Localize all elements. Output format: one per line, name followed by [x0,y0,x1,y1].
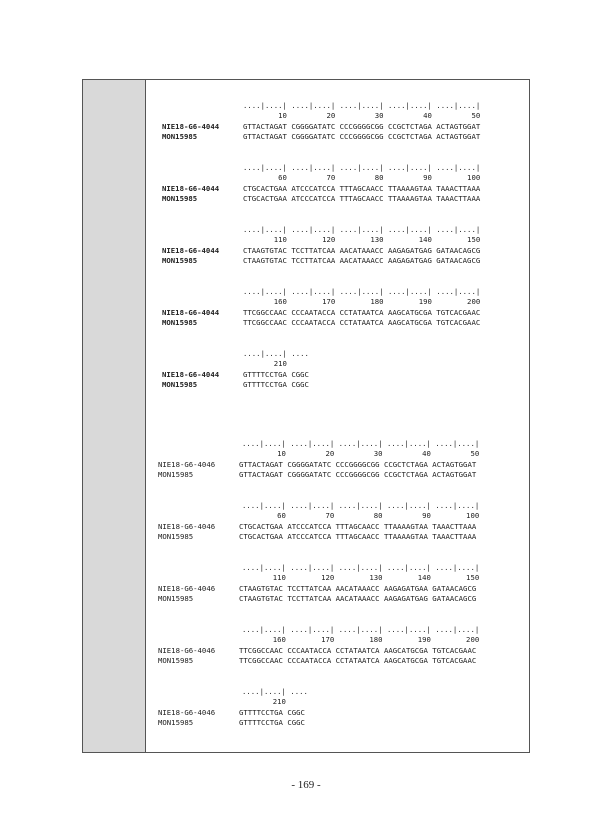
position-ruler: ....|....| .... 210 [242,687,308,706]
query-name: NIE18-G6-4046 [158,708,216,717]
query-row [158,646,476,656]
subject-sequence: GTTTTCCTGA CGGC [239,718,305,727]
alignment-block [146,563,531,607]
subject-sequence: CTGCACTGAA ATCCCATCCA TTTAGCAACC TTAAAAGTAA TAAACTTAAA [239,532,477,541]
query-name: NIE18-G6-4044 [162,308,220,317]
query-sequence: GTTACTAGAT CGGGGATATC CCCGGGGCGG CCGCTCTAGA ACTAGTGGAT [243,122,481,131]
position-ruler: ....|....| ....|....| ....|....| ....|....| ....|....| 110 120 130 140 150 [242,563,480,582]
query-name: NIE18-G6-4046 [158,584,216,593]
alignment-table-frame [82,79,530,753]
query-name: NIE18-G6-4044 [162,122,220,131]
subject-name: MON15985 [162,194,198,203]
query-row [162,246,480,256]
position-ruler: ....|....| ....|....| ....|....| ....|....| ....|....| 10 20 30 40 50 [242,439,480,458]
alignment-block [146,163,531,207]
table-gray-column [83,80,146,752]
subject-sequence: GTTTTCCTGA CGGC [243,380,309,389]
query-sequence: GTTTTCCTGA CGGC [239,708,305,717]
query-name: NIE18-G6-4044 [162,184,220,193]
query-name: NIE18-G6-4046 [158,646,216,655]
subject-name: MON15985 [158,656,194,665]
query-row [162,184,480,194]
alignment-block [146,287,531,331]
position-ruler: ....|....| ....|....| ....|....| ....|....| ....|....| 160 170 180 190 200 [243,287,481,306]
subject-sequence: GTTACTAGAT CGGGGATATC CCCGGGGCGG CCGCTCTAGA ACTAGTGGAT [239,470,477,479]
subject-sequence: CTAAGTGTAC TCCTTATCAA AACATAAACC AAGAGATGAG GATAACAGCG [239,594,477,603]
subject-sequence: CTGCACTGAA ATCCCATCCA TTTAGCAACC TTAAAAGTAA TAAACTTAAA [243,194,481,203]
alignment-area [146,80,529,752]
query-sequence: CTGCACTGAA ATCCCATCCA TTTAGCAACC TTAAAAGTAA TAAACTTAAA [243,184,481,193]
alignment-block [146,625,531,669]
subject-name: MON15985 [162,380,198,389]
subject-name: MON15985 [158,718,194,727]
query-sequence: CTGCACTGAA ATCCCATCCA TTTAGCAACC TTAAAAGTAA TAAACTTAAA [239,522,477,531]
position-ruler: ....|....| ....|....| ....|....| ....|....| ....|....| 110 120 130 140 150 [243,225,481,244]
subject-row [158,470,476,480]
query-row [158,708,305,718]
subject-sequence: TTCGGCCAAC CCCAATACCA CCTATAATCA AAGCATGCGA TGTCACGAAC [243,318,481,327]
page-number: - 169 - [291,779,321,791]
query-sequence: CTAAGTGTAC TCCTTATCAA AACATAAACC AAGAGATGAA GATAACAGCG [239,584,477,593]
query-row [158,522,476,532]
subject-row [162,132,480,142]
subject-row [158,656,476,666]
position-ruler: ....|....| .... 210 [243,349,309,368]
query-sequence: TTCGGCCAAC CCCAATACCA CCTATAATCA AAGCATGCGA TGTCACGAAC [239,646,477,655]
subject-row [162,380,309,390]
position-ruler: ....|....| ....|....| ....|....| ....|....| ....|....| 10 20 30 40 50 [243,101,481,120]
subject-name: MON15985 [158,532,194,541]
alignment-block [146,225,531,269]
query-sequence: TTCGGCCAAC CCCAATACCA CCTATAATCA AAGCATGCGA TGTCACGAAC [243,308,481,317]
subject-row [162,256,480,266]
query-name: NIE18-G6-4046 [158,460,216,469]
query-row [162,122,480,132]
subject-row [158,718,305,728]
query-name: NIE18-G6-4044 [162,370,220,379]
query-sequence: CTAAGTGTAC TCCTTATCAA AACATAAACC AAGAGATGAG GATAACAGCG [243,246,481,255]
subject-sequence: CTAAGTGTAC TCCTTATCAA AACATAAACC AAGAGATGAG GATAACAGCG [243,256,481,265]
alignment-block [146,439,531,483]
query-name: NIE18-G6-4044 [162,246,220,255]
position-ruler: ....|....| ....|....| ....|....| ....|....| ....|....| 60 70 80 90 100 [243,163,481,182]
position-ruler: ....|....| ....|....| ....|....| ....|....| ....|....| 160 170 180 190 200 [242,625,480,644]
query-sequence: GTTTTCCTGA CGGC [243,370,309,379]
subject-name: MON15985 [158,594,194,603]
subject-name: MON15985 [162,318,198,327]
subject-row [158,594,476,604]
query-sequence: GTTACTAGAT CGGGGATATC CCCGGGGCGG CCGCTCTAGA ACTAGTGGAT [239,460,477,469]
subject-name: MON15985 [158,470,194,479]
subject-name: MON15985 [162,256,198,265]
query-row [162,308,480,318]
subject-name: MON15985 [162,132,198,141]
alignment-block [146,349,531,393]
subject-sequence: TTCGGCCAAC CCCAATACCA CCTATAATCA AAGCATGCGA TGTCACGAAC [239,656,477,665]
query-row [158,584,476,594]
query-row [162,370,309,380]
position-ruler: ....|....| ....|....| ....|....| ....|....| ....|....| 60 70 80 90 100 [242,501,480,520]
subject-row [162,318,480,328]
query-name: NIE18-G6-4046 [158,522,216,531]
alignment-block [146,501,531,545]
alignment-block [146,101,531,145]
subject-sequence: GTTACTAGAT CGGGGATATC CCCGGGGCGG CCGCTCTAGA ACTAGTGGAT [243,132,481,141]
subject-row [158,532,476,542]
query-row [158,460,476,470]
alignment-block [146,687,531,731]
subject-row [162,194,480,204]
